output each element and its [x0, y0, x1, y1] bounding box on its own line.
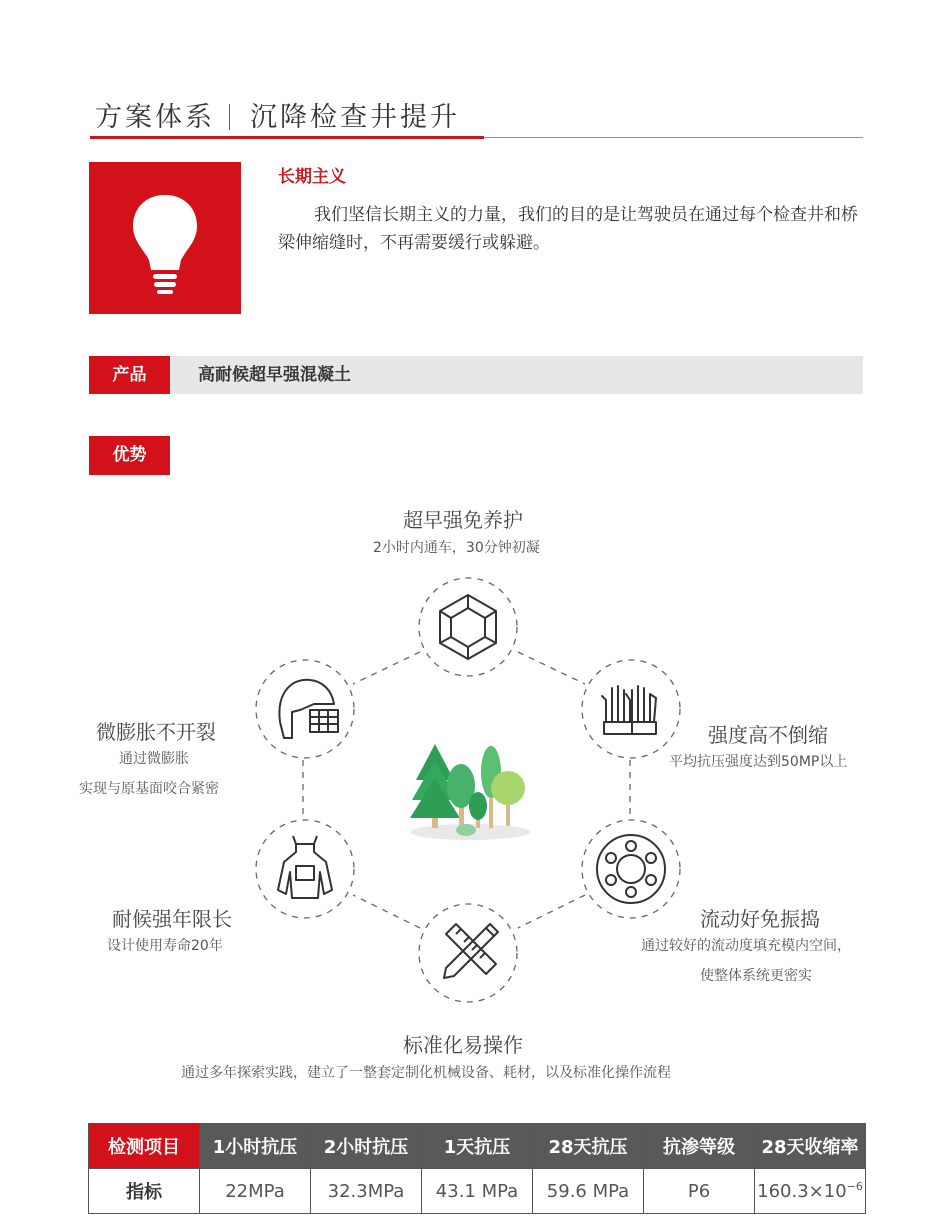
helmet-icon	[279, 680, 338, 738]
feature-desc-weather-resistant: 设计使用寿命20年	[107, 938, 223, 954]
table-header-row	[89, 1124, 866, 1169]
feature-desc-self-flowing-2: 使整体系统更密实	[700, 968, 812, 984]
table-cell: P6	[644, 1169, 755, 1214]
advantages-tag: 优势	[89, 436, 170, 475]
table-row-label: 指标	[89, 1169, 200, 1214]
table-cell: 59.6 MPa	[533, 1169, 644, 1214]
table-row	[89, 1169, 866, 1214]
header-underline-accent	[90, 136, 484, 139]
table-header-cell: 1天抗压	[422, 1124, 533, 1169]
feature-desc-high-strength: 平均抗压强度达到50MP以上	[669, 754, 848, 770]
feature-title-weather-resistant: 耐候强年限长	[112, 907, 232, 931]
table-cell: 32.3MPa	[311, 1169, 422, 1214]
gloves-icon	[602, 686, 656, 734]
feature-title-early-strength: 超早强免养护	[403, 508, 523, 532]
intro-body: 我们坚信长期主义的力量，我们的目的是让驾驶员在通过每个检查井和桥梁伸缩缝时，不再需要缓行或躲避。	[278, 205, 858, 253]
intro-heading: 长期主义	[278, 167, 346, 187]
feature-title-self-flowing: 流动好免振捣	[700, 907, 820, 931]
table-header-cell: 抗渗等级	[644, 1124, 755, 1169]
feature-desc-early-strength: 2小时内通车，30分钟初凝	[373, 540, 540, 556]
header-underline	[484, 137, 863, 138]
feature-title-standardized: 标准化易操作	[403, 1033, 523, 1057]
shrinkage-value: 160.3×10	[757, 1181, 847, 1202]
cube-icon	[440, 595, 496, 659]
table-header-cell: 28天收缩率	[755, 1124, 866, 1169]
table-header-cell: 2小时抗压	[311, 1124, 422, 1169]
lightbulb-icon	[89, 162, 241, 314]
bearing-icon	[597, 835, 665, 903]
header-divider	[229, 104, 230, 130]
feature-desc-standardized: 通过多年探索实践，建立了一整套定制化机械设备、耗材，以及标准化操作流程	[181, 1065, 671, 1081]
feature-desc-self-flowing-1: 通过较好的流动度填充模内空间，	[641, 938, 851, 954]
table-header-cell: 检测项目	[89, 1124, 200, 1169]
apron-icon	[278, 836, 332, 898]
shrinkage-exponent: −6	[846, 1180, 863, 1193]
product-name: 高耐候超早强混凝土	[198, 365, 351, 385]
table-header-cell: 1小时抗压	[200, 1124, 311, 1169]
spec-table	[88, 1123, 866, 1214]
section-title: 方案体系	[95, 102, 215, 133]
subject-title: 沉降检查井提升	[250, 102, 460, 133]
table-header-cell: 28天抗压	[533, 1124, 644, 1169]
trees-icon	[410, 744, 530, 840]
feature-desc-micro-expansion-1: 通过微膨胀	[119, 751, 189, 767]
feature-desc-micro-expansion-2: 实现与原基面咬合紧密	[79, 781, 219, 797]
table-cell: 43.1 MPa	[422, 1169, 533, 1214]
ruler-pencil-icon	[444, 924, 498, 978]
table-cell: 22MPa	[200, 1169, 311, 1214]
product-tag: 产品	[89, 356, 170, 394]
feature-title-micro-expansion: 微膨胀不开裂	[96, 720, 216, 744]
page-header	[95, 100, 460, 136]
table-cell-shrinkage	[755, 1169, 866, 1214]
feature-title-high-strength: 强度高不倒缩	[708, 723, 828, 747]
